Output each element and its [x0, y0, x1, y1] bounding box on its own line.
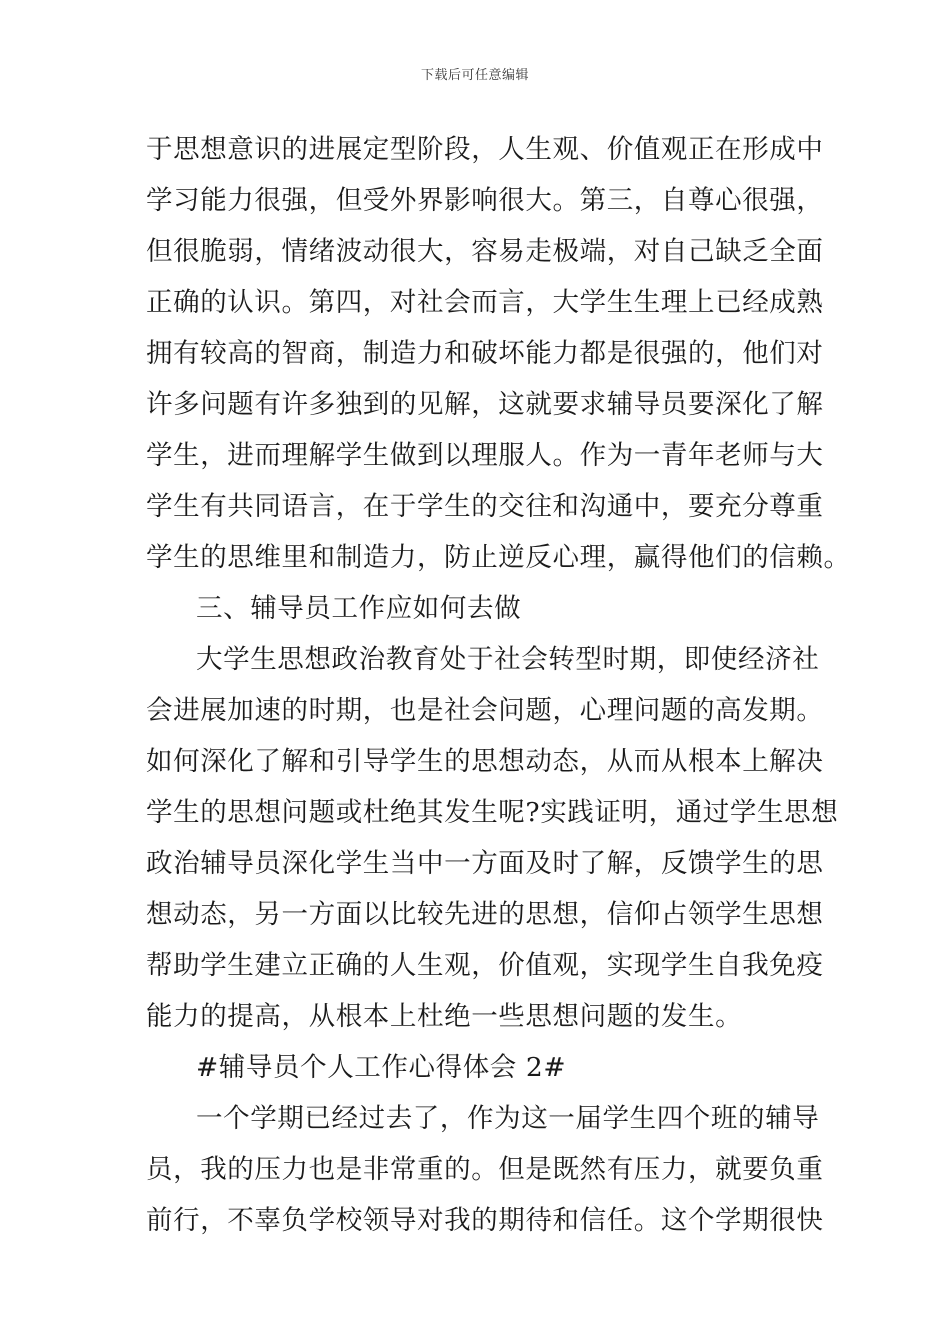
text-line: 一个学期已经过去了，作为这一届学生四个班的辅导 [196, 1103, 820, 1134]
text-line: 能力的提高，从根本上杜绝一些思想问题的发生。 [146, 1001, 743, 1032]
text-line: 政治辅导员深化学生当中一方面及时了解，反馈学生的思 [146, 848, 824, 879]
text-line: 想动态，另一方面以比较先进的思想，信仰占领学生思想 [146, 899, 824, 930]
text-line: 前行，不辜负学校领导对我的期待和信任。这个学期很快 [146, 1205, 824, 1236]
text-line: 大学生思想政治教育处于社会转型时期，即使经济社 [196, 644, 820, 675]
text-line: 学习能力很强，但受外界影响很大。第三，自尊心很强， [146, 185, 824, 216]
text-line: 但很脆弱，情绪波动很大，容易走极端，对自己缺乏全面 [146, 236, 824, 267]
text-line: 会进展加速的时期，也是社会问题，心理问题的高发期。 [146, 695, 824, 726]
text-line: 如何深化了解和引导学生的思想动态，从而从根本上解决 [146, 746, 824, 777]
text-line: 员，我的压力也是非常重的。但是既然有压力，就要负重 [146, 1154, 824, 1185]
text-line: 正确的认识。第四，对社会而言，大学生生理上已经成熟 [146, 287, 824, 318]
document-body [146, 124, 851, 1246]
text-line: 帮助学生建立正确的人生观，价值观，实现学生自我免疫 [146, 950, 824, 981]
text-line: 学生有共同语言，在于学生的交往和沟通中，要充分尊重 [146, 491, 824, 522]
text-line: #辅导员个人工作心得体会 2# [196, 1052, 567, 1083]
text-line: 学生的思维里和制造力，防止逆反心理，赢得他们的信赖。 [146, 542, 851, 573]
text-line: 三、辅导员工作应如何去做 [196, 593, 522, 624]
text-line: 许多问题有许多独到的见解，这就要求辅导员要深化了解 [146, 389, 824, 420]
text-line: 于思想意识的进展定型阶段，人生观、价值观正在形成中 [146, 134, 824, 165]
text-line: 学生，进而理解学生做到以理服人。作为一青年老师与大 [146, 440, 824, 471]
text-line: 学生的思想问题或杜绝其发生呢?实践证明，通过学生思想 [146, 797, 839, 828]
page-header-note: 下载后可任意编辑 [420, 68, 529, 83]
text-line: 拥有较高的智商，制造力和破坏能力都是很强的，他们对 [146, 338, 824, 369]
